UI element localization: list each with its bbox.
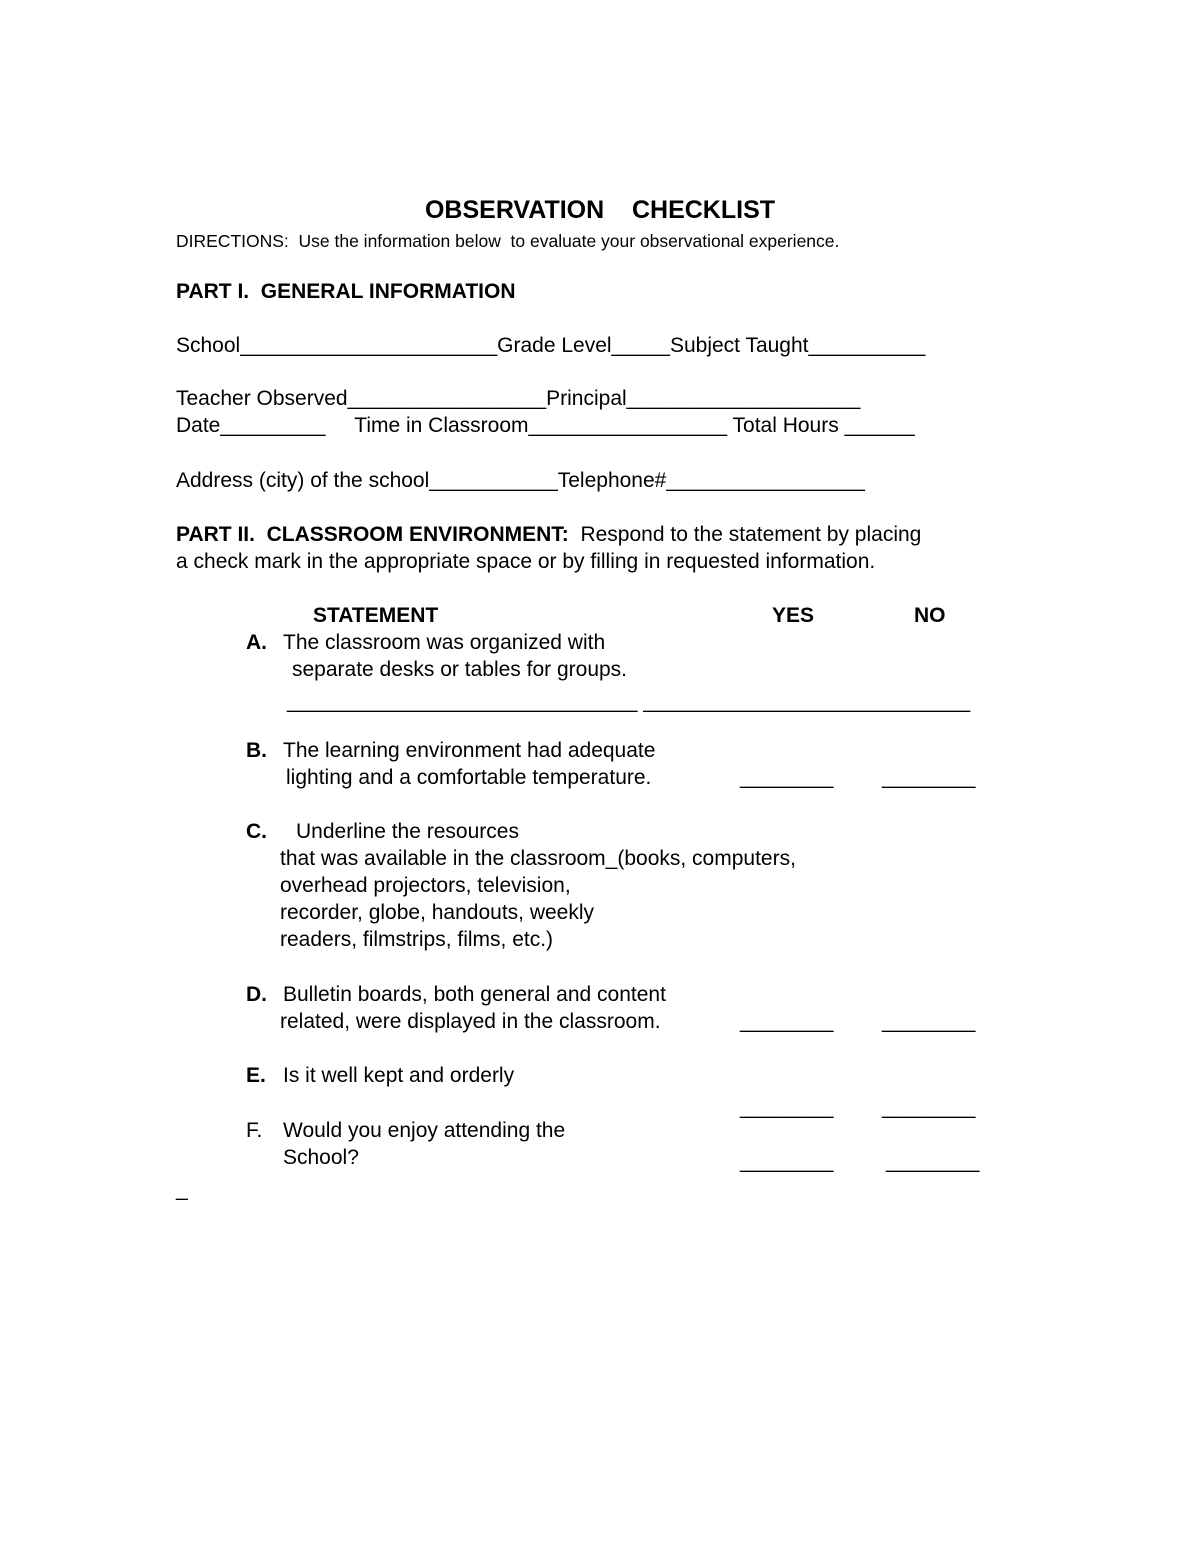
item-e-letter: E. <box>246 1064 266 1087</box>
part2-instructions-cont: a check mark in the appropriate space or by filling in requested information. <box>176 550 876 573</box>
directions-text: DIRECTIONS: Use the information below to evaluate your observational experience. <box>176 231 840 251</box>
item-a-letter: A. <box>246 631 267 654</box>
item-b-yes-blank[interactable]: ________ <box>740 766 834 789</box>
item-a-answer-line[interactable]: ______________________________ ____________________________ <box>287 690 971 713</box>
part1-heading: PART I. GENERAL INFORMATION <box>176 280 516 303</box>
item-e-yes-blank[interactable]: ________ <box>740 1096 834 1119</box>
item-d-text-cont: related, were displayed in the classroom. <box>280 1010 661 1033</box>
column-header-no: NO <box>914 604 946 627</box>
part2-instructions: Respond to the statement by placing <box>568 523 922 546</box>
address-telephone-line: Address (city) of the school___________Telephone#_________________ <box>176 469 865 492</box>
item-c-text-cont-3: recorder, globe, handouts, weekly <box>280 901 595 924</box>
item-b-no-blank[interactable]: ________ <box>882 766 976 789</box>
part2-heading-line <box>176 521 921 548</box>
item-f-no-blank[interactable]: ________ <box>886 1150 980 1173</box>
item-b-text: The learning environment had adequate <box>283 739 656 762</box>
item-f-text: Would you enjoy attending the <box>283 1119 566 1142</box>
item-c-text-cont-2: overhead projectors, television, <box>280 874 571 897</box>
item-c-letter: C. <box>246 820 267 843</box>
item-f-letter: F. <box>246 1119 263 1142</box>
item-e-no-blank[interactable]: ________ <box>882 1096 976 1119</box>
item-e-text: Is it well kept and orderly <box>283 1064 515 1087</box>
page-title: OBSERVATION CHECKLIST <box>424 196 776 224</box>
item-c-text-cont-1: that was available in the classroom_(books, computers, <box>280 847 796 870</box>
item-f-yes-blank[interactable]: ________ <box>740 1150 834 1173</box>
item-b-letter: B. <box>246 739 267 762</box>
item-d-text: Bulletin boards, both general and content <box>283 983 666 1006</box>
item-d-no-blank[interactable]: ________ <box>882 1010 976 1033</box>
item-d-yes-blank[interactable]: ________ <box>740 1010 834 1033</box>
school-grade-subject-line: School______________________Grade Level_____Subject Taught__________ <box>176 334 926 357</box>
item-d-letter: D. <box>246 983 267 1006</box>
item-b-text-cont: lighting and a comfortable temperature. <box>286 766 652 789</box>
item-a-text-cont: separate desks or tables for groups. <box>292 658 628 681</box>
column-header-yes: YES <box>772 604 815 627</box>
trailing-underscore: _ <box>176 1178 188 1201</box>
column-header-statement: STATEMENT <box>313 604 439 627</box>
item-c-text-cont-4: readers, filmstrips, films, etc.) <box>280 928 554 951</box>
item-f-text-cont: School? <box>283 1146 359 1169</box>
teacher-principal-line: Teacher Observed_________________Principal____________________ <box>176 387 861 410</box>
date-time-hours-line: Date_________ Time in Classroom_________________ Total Hours ______ <box>176 414 915 437</box>
part2-heading: PART II. CLASSROOM ENVIRONMENT: <box>176 523 569 546</box>
item-c-text: Underline the resources <box>296 820 519 843</box>
item-a-text: The classroom was organized with <box>283 631 606 654</box>
